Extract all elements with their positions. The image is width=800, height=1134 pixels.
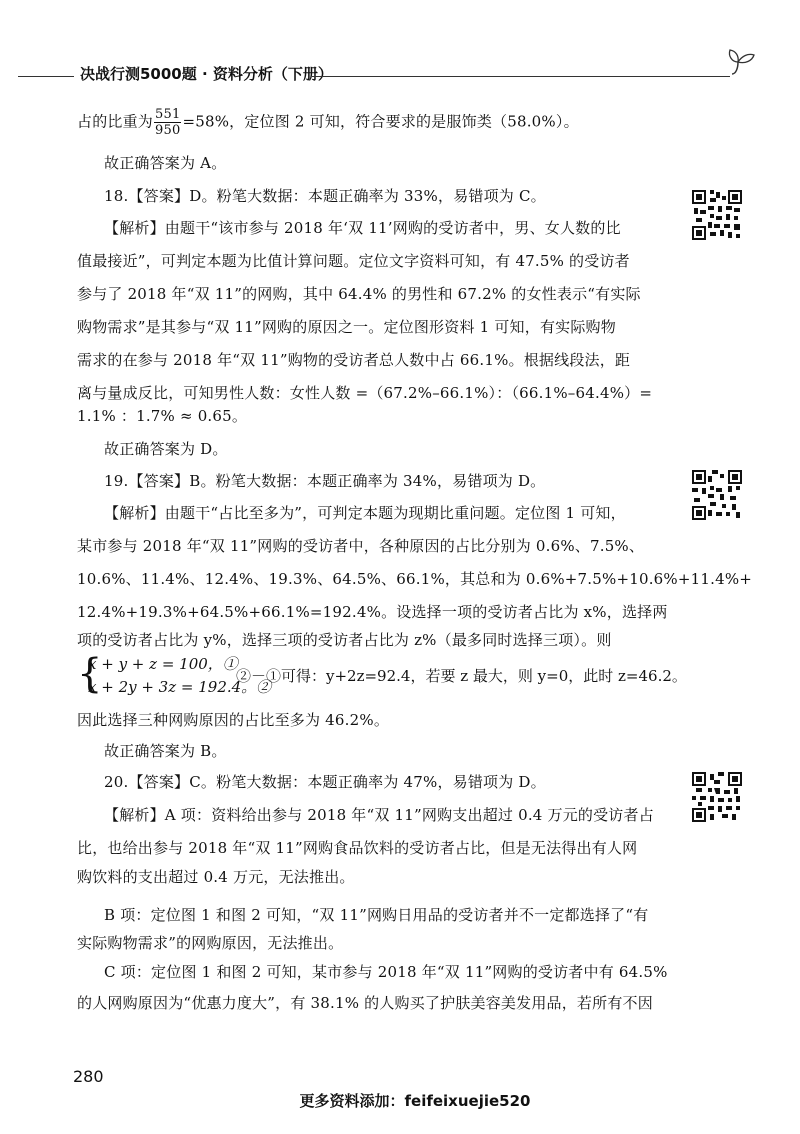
text-line: 12.4%+19.3%+64.5%+66.1%=192.4%。设选择一项的受访者占比为 x%，选择两	[77, 603, 668, 621]
text-line: 【解析】A 项：资料给出参与 2018 年“双 11”网购支出超过 0.4 万元的受访者占	[104, 806, 654, 824]
question-18-answer: 18.【答案】D。粉笔大数据：本题正确率为 33%，易错项为 C。	[104, 187, 546, 205]
equation-brace: {	[77, 651, 103, 697]
text-line: 10.6%、11.4%、12.4%、19.3%、64.5%、66.1%，其总和为 0.6%+7.5%+10.6%+11.4%+	[77, 570, 753, 588]
equation-2: x + 2y + 3z = 192.4。②	[88, 678, 272, 696]
text-line: 【解析】由题干“占比至多为”，可判定本题为现期比重问题。定位图 1 可知，	[104, 504, 626, 522]
footer-note: 更多资料添加：feifeixuejie520	[299, 1092, 531, 1110]
text-line: 离与量成反比，可知男性人数：女性人数 =（67.2%–66.1%）：（66.1%–64.4%）=	[77, 384, 653, 402]
question-20-answer: 20.【答案】C。粉笔大数据：本题正确率为 47%，易错项为 D。	[104, 773, 546, 791]
qr-code-icon[interactable]	[692, 470, 742, 520]
fraction: $\frac{551}{950}$	[155, 107, 181, 138]
text-line: B 项：定位图 1 和图 2 可知，“双 11”网购日用品的受访者并不一定都选择了“有	[104, 906, 649, 924]
answer-line: 故正确答案为 D。	[104, 440, 228, 458]
text-line: 因此选择三种网购原因的占比至多为 46.2%。	[77, 711, 390, 729]
text-line: 占的比重为 $\frac{551}{950}$ =58%，定位图 2 可知，符合要求的是服饰类（58.0%）。	[77, 107, 579, 138]
text-line: 项的受访者占比为 y%，选择三项的受访者占比为 z%（最多同时选择三项）。则	[77, 631, 612, 649]
qr-code-icon[interactable]	[692, 772, 742, 822]
text-line: 值最接近”，可判定本题为比值计算问题。定位文字资料可知，有 47.5% 的受访者	[77, 252, 630, 270]
text-line: 实际购物需求”的网购原因，无法推出。	[77, 934, 344, 952]
book-title: 决战行测5000题 · 资料分析（下册）	[80, 65, 333, 83]
equation-derivation: ②－①可得：y+2z=92.4，若要 z 最大，则 y=0，此时 z=46.2。	[236, 667, 687, 685]
text-line: 购物需求”是其参与“双 11”网购的原因之一。定位图形资料 1 可知，有实际购物	[77, 318, 616, 336]
text-line: 需求的在参与 2018 年“双 11”购物的受访者总人数中占 66.1%。根据线段法，距	[77, 351, 631, 369]
qr-code-icon[interactable]	[692, 190, 742, 240]
text-line: 参与了 2018 年“双 11”的网购，其中 64.4% 的男性和 67.2% 的女性表示“有实际	[77, 285, 641, 303]
text-line: 购饮料的支出超过 0.4 万元，无法推出。	[77, 868, 355, 886]
answer-line: 故正确答案为 A。	[104, 154, 227, 172]
text-line: 的人网购原因为“优惠力度大”，有 38.1% 的人购买了护肤美容美发用品，若所有不因	[77, 994, 653, 1012]
text-line: 1.1% ：1.7% ≈ 0.65。	[77, 407, 248, 425]
page-number: 280	[73, 1067, 104, 1086]
equation-1: x + y + z = 100，①	[88, 655, 238, 673]
answer-line: 故正确答案为 B。	[104, 742, 227, 760]
text-line: 【解析】由题干“该市参与 2018 年‘双 11’网购的受访者中，男、女人数的比	[104, 219, 621, 237]
text-line: 某市参与 2018 年“双 11”网购的受访者中，各种原因的占比分别为 0.6%、7.5%、	[77, 537, 645, 555]
text-line: C 项：定位图 1 和图 2 可知，某市参与 2018 年“双 11”网购的受访者中有 64.5%	[104, 963, 668, 981]
text-line: 比，也给出参与 2018 年“双 11”网购食品饮料的受访者占比，但是无法得出有人网	[77, 839, 638, 857]
question-19-answer: 19.【答案】B。粉笔大数据：本题正确率为 34%，易错项为 D。	[104, 472, 546, 490]
